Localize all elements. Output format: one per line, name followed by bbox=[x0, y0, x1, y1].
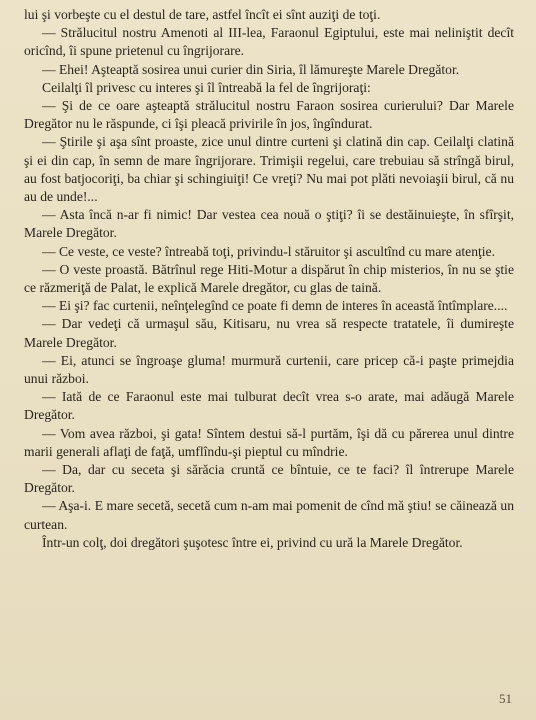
paragraph: — Iată de ce Faraonul este mai tulburat decît vrea s-o arate, mai adăugă Marele Dregător. bbox=[24, 389, 514, 423]
paragraph: — Vom avea război, şi gata! Sîntem destui să-l purtăm, îşi dă cu părerea unul dintre marii generali aflaţi de faţă, umflîndu-şi pieptul cu mîndrie. bbox=[24, 425, 514, 459]
paragraph: — Ehei! Aşteaptă sosirea unui curier din Siria, îl lămureşte Marele Dregător. bbox=[42, 61, 460, 77]
page-number: 51 bbox=[499, 690, 512, 706]
paragraph: Ceilalţi îl privesc cu interes şi îl întreabă la fel de îngrijoraţi: bbox=[42, 79, 371, 95]
paragraph: — Da, dar cu seceta şi sărăcia cruntă ce bîntuie, ce te faci? îl întrerupe Marele Dregător. bbox=[24, 462, 514, 496]
paragraph: — Ei, atunci se îngroaşe gluma! murmură curtenii, care pricep că-i paşte primejdia unui război. bbox=[24, 352, 514, 387]
paragraph: — O veste proastă. Bătrînul rege Hiti-Motur a dispărut în chip misterios, în nu se ştie ce răzmeriţă de Palat, le explică Marele dregător, cu glas de taină. bbox=[24, 261, 514, 296]
paragraph: — Strălucitul nostru Amenoti al III-lea, Faraonul Egiptului, este mai neliniştit decît oricînd, îi spune prietenul cu îngrijorare. bbox=[24, 25, 514, 59]
paragraph: — Şi de ce oare aşteaptă strălucitul nostru Faraon sosirea curierului? Dar Marele Dregător nu le răspunde, ci îşi pleacă privirile în jos, îngîndurat. bbox=[24, 98, 514, 132]
paragraph: — Asta încă n-ar fi nimic! Dar vestea cea nouă o ştiţi? îi se destăinuieşte, în sfîrşit, Marele Dregător. bbox=[24, 207, 514, 241]
paragraph: — Aşa-i. E mare secetă, secetă cum n-am mai pomenit de cînd mă ştiu! se căinează un curtean. bbox=[24, 498, 514, 532]
paragraph: Într-un colţ, doi dregători şuşotesc între ei, privind cu ură la Marele Dregător. bbox=[42, 534, 463, 550]
paragraph: — Ei şi? fac curtenii, neînţelegînd ce poate fi demn de interes în această întîmplare.... bbox=[42, 298, 508, 314]
paragraph: — Ştirile şi aşa sînt proaste, zice unul dintre curteni şi clatină din cap. Ceilalţi clatină şi ei din cap, în semn de mare îngrijorare. Trimişii regelui, care trebuiau să strîngă birul, au fost batjocoriţi, ba chiar şi schingiuiţi! Ce vreţi? Nu mai pot plăti nevoiaşii birul, că nu au de unde!... bbox=[24, 134, 514, 205]
paragraph: lui şi vorbeşte cu el destul de tare, astfel încît ei sînt auziţi de toţi. bbox=[24, 7, 381, 22]
paragraph: — Dar vedeţi că urmaşul său, Kitisaru, nu vrea să respecte tratatele, îi dumireşte Marele Dregător. bbox=[24, 316, 514, 350]
page-text bbox=[24, 6, 514, 552]
paragraph: — Ce veste, ce veste? întreabă toţi, privindu-l stăruitor şi ascultînd cu mare atenţie. bbox=[42, 243, 495, 259]
